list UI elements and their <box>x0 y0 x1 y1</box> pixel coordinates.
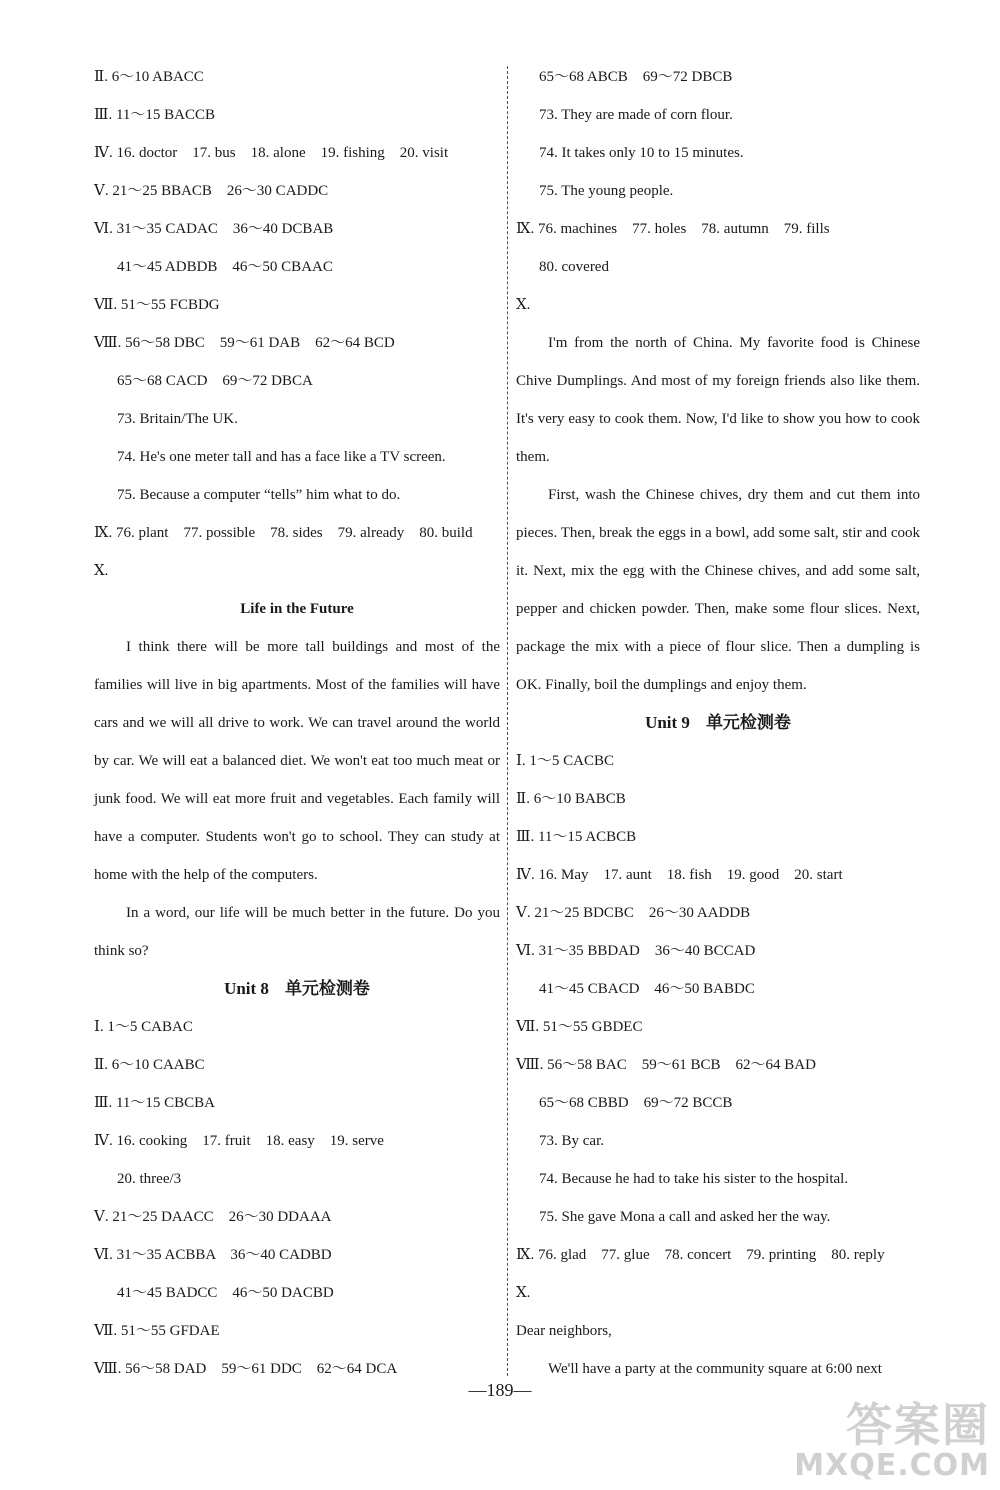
answer-line: Ⅸ. 76. glad 77. glue 78. concert 79. printing 80. reply <box>516 1247 885 1263</box>
essay-paragraph: First, wash the Chinese chives, dry them and cut them into pieces. Then, break the eggs in a bowl, add some salt, stir and cook it. Next, mix the egg with the Chinese chives, and add some salt, pepper and chicken powder. Then, make some flour slices. Next, package the mix with a piece of flour slice. Then a dumpling is OK. Finally, boil the dumplings and enjoy them. <box>516 487 920 693</box>
answer-line: 74. It takes only 10 to 15 minutes. <box>539 145 744 161</box>
answer-line: Ⅱ. 6～10 CAABC <box>94 1057 205 1073</box>
answer-line: 75. She gave Mona a call and asked her the way. <box>539 1209 831 1225</box>
answer-line: Ⅷ. 56～58 DBC 59～61 DAB 62～64 BCD <box>94 335 395 351</box>
answer-line: Ⅰ. 1～5 CACBC <box>516 753 615 769</box>
essay-paragraph: I think there will be more tall buildings and most of the families will live in big apartments. Most of the families will have cars and we will all drive to work. We can travel around the world by car. We will eat a balanced diet. We won't eat too much meat or junk food. We will eat more fruit and vegetables. Each family will have a computer. Students won't go to school. They can study at home with the help of the computers. <box>94 639 500 883</box>
answer-line: 73. Britain/The UK. <box>117 411 238 427</box>
answer-line: Ⅳ. 16. May 17. aunt 18. fish 19. good 20. start <box>516 867 843 883</box>
answer-line: 20. three/3 <box>117 1171 182 1187</box>
answer-line: Ⅹ. <box>94 563 109 579</box>
answer-line: Ⅶ. 51～55 GBDEC <box>516 1019 643 1035</box>
answer-line: Ⅸ. 76. machines 77. holes 78. autumn 79. fills <box>516 221 830 237</box>
answer-line: Ⅶ. 51～55 FCBDG <box>94 297 220 313</box>
answer-line: Ⅷ. 56～58 DAD 59～61 DDC 62～64 DCA <box>94 1361 398 1377</box>
answer-line: Ⅱ. 6～10 ABACC <box>94 69 204 85</box>
answer-line: 75. Because a computer “tells” him what to do. <box>117 487 401 503</box>
right-column <box>516 58 920 1388</box>
answer-list <box>516 58 920 324</box>
answer-line: Ⅲ. 11～15 ACBCB <box>516 829 637 845</box>
unit-subtitle: 单元检测卷 <box>705 713 791 733</box>
answer-line: 73. By car. <box>539 1133 604 1149</box>
answer-line: 74. He's one meter tall and has a face like a TV screen. <box>117 449 446 465</box>
watermark-url: MXQE.COM <box>794 1448 990 1483</box>
answer-line: Ⅹ. <box>516 1285 531 1301</box>
answer-line: 80. covered <box>539 259 609 275</box>
answer-line: Ⅴ. 21～25 BBACB 26～30 CADDC <box>94 183 329 199</box>
watermark-logo <box>794 1400 990 1482</box>
answer-line: Ⅹ. <box>516 297 531 313</box>
answer-line: 73. They are made of corn flour. <box>539 107 733 123</box>
page-number: —189— <box>468 1380 532 1400</box>
unit-title: Unit 9 <box>645 713 690 732</box>
unit-9-heading <box>516 704 920 742</box>
answer-line: Ⅴ. 21～25 BDCBC 26～30 AADDB <box>516 905 751 921</box>
answer-line: 65～68 ABCB 69～72 DBCB <box>539 69 733 85</box>
unit-subtitle: 单元检测卷 <box>284 979 370 999</box>
left-column <box>94 58 500 1388</box>
answer-line: Ⅳ. 16. doctor 17. bus 18. alone 19. fishing 20. visit <box>94 145 449 161</box>
answer-line: Ⅷ. 56～58 BAC 59～61 BCB 62～64 BAD <box>516 1057 816 1073</box>
essay-paragraph: In a word, our life will be much better in the future. Do you think so? <box>94 905 500 959</box>
answer-list <box>94 1008 500 1388</box>
answer-line: Ⅲ. 11～15 BACCB <box>94 107 216 123</box>
answer-line: 41～45 CBACD 46～50 BABDC <box>539 981 755 997</box>
answer-line: Ⅱ. 6～10 BABCB <box>516 791 626 807</box>
unit-8-heading <box>94 970 500 1008</box>
column-divider <box>507 66 508 1376</box>
answer-line: 41～45 BADCC 46～50 DACBD <box>117 1285 334 1301</box>
answer-line: Ⅵ. 31～35 BBDAD 36～40 BCCAD <box>516 943 756 959</box>
answer-line: 65～68 CACD 69～72 DBCA <box>117 373 313 389</box>
answer-line: 65～68 CBBD 69～72 BCCB <box>539 1095 733 1111</box>
essay-paragraph: I'm from the north of China. My favorite food is Chinese Chive Dumplings. And most of my foreign friends also like them. It's very easy to cook them. Now, I'd like to show you how to cook them. <box>516 335 920 465</box>
letter-salutation: Dear neighbors, <box>516 1323 612 1339</box>
answer-line: Ⅲ. 11～15 CBCBA <box>94 1095 216 1111</box>
unit-title: Unit 8 <box>224 979 269 998</box>
answer-line: Ⅴ. 21～25 DAACC 26～30 DDAAA <box>94 1209 332 1225</box>
essay-title: Life in the Future <box>240 601 354 617</box>
answer-list <box>94 58 500 590</box>
answer-line: Ⅸ. 76. plant 77. possible 78. sides 79. already 80. build <box>94 525 473 541</box>
answer-line: Ⅳ. 16. cooking 17. fruit 18. easy 19. serve <box>94 1133 384 1149</box>
answer-line: Ⅵ. 31～35 ACBBA 36～40 CADBD <box>94 1247 332 1263</box>
answer-line: 41～45 ADBDB 46～50 CBAAC <box>117 259 333 275</box>
watermark-text: 答案圈 <box>846 1398 990 1452</box>
answer-line: Ⅵ. 31～35 CADAC 36～40 DCBAB <box>94 221 334 237</box>
answer-line: 74. Because he had to take his sister to the hospital. <box>539 1171 849 1187</box>
answer-line: Ⅰ. 1～5 CABAC <box>94 1019 193 1035</box>
answer-line: 75. The young people. <box>539 183 674 199</box>
answer-line: Ⅶ. 51～55 GFDAE <box>94 1323 220 1339</box>
letter-paragraph: We'll have a party at the community square at 6:00 next <box>548 1361 882 1377</box>
answer-list <box>516 742 920 1312</box>
